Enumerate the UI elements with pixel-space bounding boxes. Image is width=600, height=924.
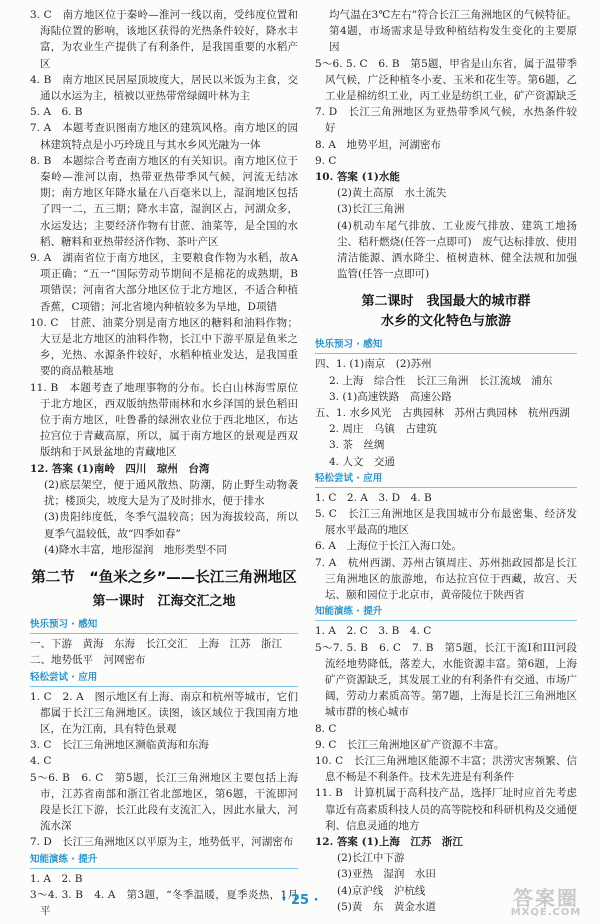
tag-divider bbox=[30, 633, 298, 634]
answer-subitem: (4)机动车尾气排放、工业废气排放、建筑工地扬尘、秸秆燃烧(任答一点即可) 废气达标排放、使用清洁能源、洒水降尘、植树造林、健全法规和加强监管(任答一点即可) bbox=[337, 219, 577, 281]
answer-subitem: (4)京沪线 沪杭线 bbox=[337, 884, 426, 897]
answer-subitem: 3. (1)高速铁路 高速公路 bbox=[329, 390, 452, 403]
answer-subitem: (2)长江中下游 bbox=[337, 852, 405, 865]
answer-subitem: (4)降水丰富，地形湿润 地形类型不同 bbox=[44, 543, 227, 556]
answer-item: 5. A 6. B bbox=[30, 106, 83, 119]
section-tag: 快乐预习 · 感知 bbox=[315, 339, 383, 351]
answer-item: 9. C 长江三角洲地区矿产资源不丰富。 bbox=[315, 738, 505, 751]
answer-subitem: (3)贵阳纬度低，冬季气温较高；因为海拔较高，所以夏季气温较低，故“四季如春” bbox=[44, 511, 298, 540]
answer-subitem: 2. 上海 综合性 长江三角洲 长江流域 浦东 bbox=[329, 374, 553, 387]
answer-item: 3. C 长江三角洲地区濒临黄海和东海 bbox=[30, 739, 209, 752]
answer-subitem: 2. 周庄 乌镇 古建筑 bbox=[329, 423, 437, 436]
answer-item: 11. B 本题考查了地理事物的分布。长白山林海雪原位于北方地区，西双版纳热带雨林和水乡泽国的景色稻田位于南方地区，吐鲁番的绿洲农业位于西北地区，布达拉宫位于青藏高原，所以，属于南方地区的景观是西双版纳和于风景盆地的青藏地区 bbox=[30, 381, 298, 459]
section-tag: 快乐预习 · 感知 bbox=[30, 619, 98, 631]
section-title: 第二节 “鱼米之乡”——长江三角洲地区 bbox=[31, 569, 297, 586]
answer-item: 10. 答案 (1)水能 bbox=[315, 171, 400, 184]
lesson-title-line: 第二课时 我国最大的城市群 bbox=[361, 294, 531, 310]
left-column bbox=[30, 7, 298, 919]
answer-item: 7. A 杭州西湖、苏州古镇周庄、苏州拙政园都是长江三角洲地区的旅游地，布达拉宫位于西藏，故宫、天坛、颐和园位于北京市，黄帝陵位于陕西省 bbox=[315, 556, 577, 602]
answer-item: 1. A 2. C 3. B 4. C bbox=[315, 625, 432, 638]
answer-item: 8. A 地势平坦，河湖密布 bbox=[315, 138, 441, 151]
answer-item: 一、下游 黄海 东海 长江交汇 上海 江苏 浙江 bbox=[30, 638, 282, 651]
answer-item: 1. C 2. A 图示地区有上海、南京和杭州等城市，它们都属于长江三角洲地区。读图，该区域位于我国南方地区，在为江南，具有特色景观 bbox=[30, 690, 298, 735]
watermark-logo bbox=[500, 888, 592, 918]
answer-item: 7. D 长江三角洲地区为亚热带季风气候，水热条件较好 bbox=[315, 106, 577, 135]
answer-item: 9. A 湖南省位于南方地区，主要粮食作物为水稻，故A项正确；“五一”国际劳动节期间不是棉花的成熟期，B项错误；河南省大部分地区位于北方地区，不适合种植香蕉，C项错；河北省境内种植较多为旱地，D项错 bbox=[30, 252, 298, 313]
answer-subitem: (3)亚热 湿润 水田 bbox=[337, 868, 436, 881]
tag-divider bbox=[30, 868, 298, 869]
answer-subitem: (5)黄 东 黄金水道 bbox=[337, 900, 436, 913]
answer-item: 7. A 本题考查识图南方地区的建筑风格。南方地区的园林建筑特点是小巧玲珑且与其水乡风光融为一体 bbox=[30, 122, 298, 151]
answer-item: 3～4. 3. B 4. A 第3题，“冬季温暖，夏季炎热，1月平 bbox=[30, 888, 298, 917]
answer-item: 5～7. 5. B 6. C 7. B 第5题，长江干流I和III河段流经地势降低，落差大，水能资源丰富。第6题，上海矿产资源缺乏，其发展工业的有利条件有交通、市场广阔，劳动力素质高等。第7题，上海是长江三角洲地区城市群的核心城市 bbox=[315, 641, 577, 719]
tag-divider bbox=[315, 620, 577, 621]
lesson-title bbox=[315, 292, 577, 332]
answer-item: 四、1. (1)南京 (2)苏州 bbox=[315, 358, 432, 371]
answer-subitem: (2)黄土高原 水土流失 bbox=[337, 187, 447, 200]
lesson-title: 第一课时 江海交汇之地 bbox=[92, 594, 236, 610]
answer-item: 9. C bbox=[315, 154, 337, 167]
answer-subitem: (2)底层架空，便于通风散热、防潮，防止野生动物袭扰；楼顶尖，坡度大是为了及时排水，便于排水 bbox=[44, 478, 298, 508]
section-tag: 轻松尝试 · 应用 bbox=[30, 671, 98, 683]
watermark-url: MXQE.COM bbox=[510, 907, 582, 918]
answer-item: 5. C 长江三角洲地区是我国城市分布最密集、经济发展水平最高的地区 bbox=[315, 508, 577, 537]
answer-item: 1. A 2. B bbox=[30, 872, 83, 885]
section-tag: 知能演练 · 提升 bbox=[315, 606, 383, 618]
answer-item: 3. C 南方地区位于秦岭—淮河一线以南，受纬度位置和海陆位置的影响，该地区获得的光热条件较好，降水丰富，为农业生产提供了有利条件，是我国重要的水稻产区 bbox=[30, 9, 298, 70]
answer-item: 7. D 长江三角洲地区以平原为主，地势低平，河湖密布 bbox=[30, 836, 294, 849]
answer-item: 12. 答案 (1)上海 江苏 浙江 bbox=[315, 835, 463, 848]
watermark-text: 答案圈 bbox=[513, 886, 579, 910]
answer-subitem: 4. 人文 交通 bbox=[329, 455, 395, 468]
answer-item: 12. 答案 (1)南岭 四川 琼州 台湾 bbox=[30, 462, 210, 475]
answer-item: 10. C 长江三角洲地区能源不丰富；洪涝灾害频繁、信息不畅是不利条件。技术先进是有利条件 bbox=[315, 754, 577, 784]
page-number: · 25 · bbox=[281, 893, 319, 908]
tag-divider bbox=[315, 487, 577, 488]
answer-item: 8. B 本题综合考查南方地区的有关知识。南方地区位于秦岭—淮河以南，热带亚热带季风气候，河流无结冰期；南方地区年降水量在八百毫米以上，湿润地区包括了四一二，五三期；降水丰富，湿润区占，河湖众多，水运发达；主要经济作物有甘蔗、油菜等，是全国的水稻、糖料和亚热带经济作物、茶叶产区 bbox=[30, 154, 298, 248]
answer-item: 6. A 上海位于长江入海口处。 bbox=[315, 540, 462, 553]
answer-item: 5～6. 5. C 6. B 第5题，甲省是山东省，属于温带季风气候，广泛种植冬小麦、玉米和花生等。第6题，乙工业是棉纺织工业，丙工业是纺织工业，矿产资源缺乏 bbox=[315, 57, 577, 103]
tag-divider bbox=[315, 353, 577, 354]
section-tag: 知能演练 · 提升 bbox=[30, 853, 98, 865]
answer-item: 8. C bbox=[315, 722, 337, 735]
answer-subitem: (3)长江三角洲 bbox=[337, 203, 405, 216]
answer-item: 4. C bbox=[30, 755, 52, 768]
answer-item: 11. B 计算机属于高科技产品，选择厂址时应首先考虑靠近有高素质科技人员的高等院校和科研机构及交通便利、信息灵通的地方 bbox=[315, 787, 577, 832]
answer-item: 5～6. B 6. C 第5题，长江三角洲地区主要包括上海市，江苏省南部和浙江省北部地区，第6题，干流即河段是长江下游，长江此段有支流汇入，因此水量大，河流水深 bbox=[30, 771, 298, 833]
right-column bbox=[315, 7, 577, 915]
section-tag: 轻松尝试 · 应用 bbox=[315, 472, 383, 484]
answer-item: 4. B 南方地区民居屋顶坡度大，居民以米饭为主食，交通以水运为主，植被以亚热带常绿阔叶林为主 bbox=[30, 73, 298, 103]
lesson-title-line: 水乡的文化特色与旅游 bbox=[380, 314, 511, 330]
answer-subitem: 3. 茶 丝绸 bbox=[329, 439, 385, 452]
answer-continued: 均气温在3℃左右”符合长江三角洲地区的气候特征。第4题，市场需求是导致种植结构发生变化的主要原因 bbox=[329, 9, 577, 54]
answer-item: 10. C 甘蔗、油菜分别是南方地区的糖料和油料作物；大豆是北方地区的油料作物，长江中下游平原是鱼米之乡，光热、水源条件较好，水稻种植业发达，是我国重要的商品粮基地 bbox=[30, 316, 298, 378]
answer-item: 五、1. 水乡风光 古典园林 苏州古典园林 杭州西湖 bbox=[315, 407, 570, 420]
answer-item: 1. C 2. A 3. D 4. B bbox=[315, 491, 432, 504]
answer-item: 二、地势低平 河网密布 bbox=[30, 654, 146, 667]
tag-divider bbox=[30, 686, 298, 687]
